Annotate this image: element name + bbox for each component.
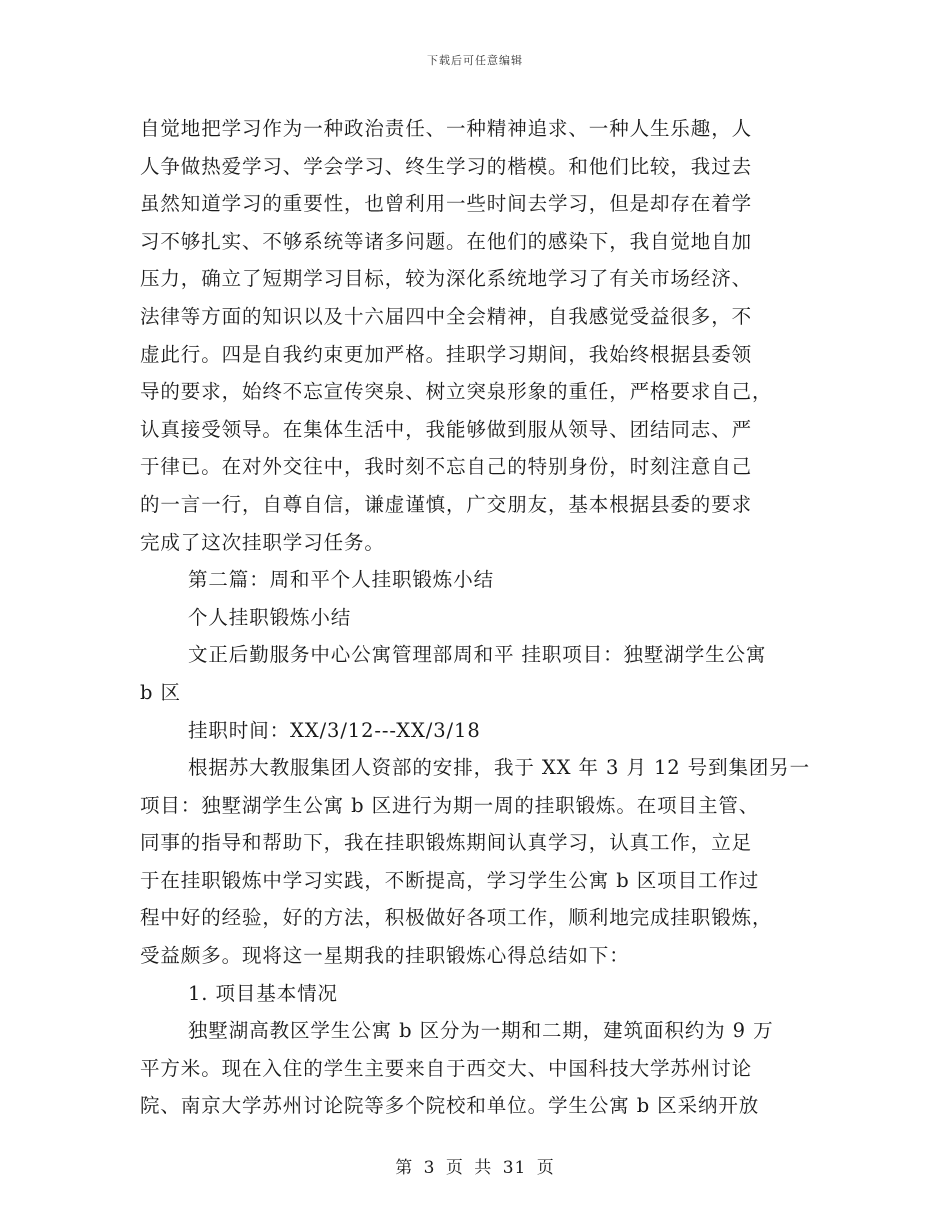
text-line: 完成了这次挂职学习任务。: [140, 530, 385, 554]
text-line: 于律已。在对外交往中，我时刻不忘自己的特别身份，时刻注意自己: [140, 455, 753, 479]
text-line: 程中好的经验，好的方法，积极做好各项工作，顺利地完成挂职锻炼，: [140, 906, 773, 930]
text-line: 独墅湖高教区学生公寓 b 区分为一期和二期，建筑面积约为 9 万: [188, 1019, 774, 1043]
text-line: 受益颇多。现将这一星期我的挂职锻炼心得总结如下：: [140, 944, 630, 968]
page-header: 下载后可任意编辑: [427, 54, 523, 67]
text-line: 根据苏大教服集团人资部的安排，我于 XX 年 3 月 12 号到集团另一: [188, 756, 811, 780]
list-heading: 1. 项目基本情况: [188, 981, 338, 1005]
text-line: 院、南京大学苏州讨论院等多个院校和单位。学生公寓 b 区采纳开放: [140, 1094, 760, 1118]
text-line: 平方米。现在入住的学生主要来自于西交大、中国科技大学苏州讨论: [140, 1056, 753, 1080]
text-line: 导的要求，始终不忘宣传突泉、树立突泉形象的重任，严格要求自己，: [140, 380, 773, 404]
text-line: 同事的指导和帮助下，我在挂职锻炼期间认真学习，认真工作，立足: [140, 831, 753, 855]
subheading: 个人挂职锻炼小结: [188, 605, 352, 629]
text-line: 的一言一行，自尊自信，谦虚谨慎，广交朋友，基本根据县委的要求: [140, 492, 753, 516]
page-number: 第 3 页 共 31 页: [395, 1158, 555, 1178]
text-line: 压力，确立了短期学习目标，较为深化系统地学习了有关市场经济、: [140, 267, 753, 291]
text-line: 习不够扎实、不够系统等诸多问题。在他们的感染下，我自觉地自加: [140, 229, 753, 253]
text-line: 人争做热爱学习、学会学习、终生学习的楷模。和他们比较，我过去: [140, 154, 753, 178]
text-line: 虽然知道学习的重要性，也曾利用一些时间去学习，但是却存在着学: [140, 192, 753, 216]
text-line: 挂职时间：XX/3/12---XX/3/18: [188, 718, 481, 742]
document-body: [140, 110, 820, 1125]
text-line: 项目：独墅湖学生公寓 b 区进行为期一周的挂职锻炼。在项目主管、: [140, 793, 760, 817]
text-line: 虚此行。四是自我约束更加严格。挂职学习期间，我始终根据县委领: [140, 342, 753, 366]
section-heading: 第二篇：周和平个人挂职锻炼小结: [188, 568, 495, 592]
text-line: 法律等方面的知识以及十六届四中全会精神，自我感觉受益很多，不: [140, 304, 753, 328]
text-line: 认真接受领导。在集体生活中，我能够做到服从领导、团结同志、严: [140, 417, 753, 441]
text-line: 于在挂职锻炼中学习实践，不断提高，学习学生公寓 b 区项目工作过: [140, 868, 760, 892]
text-line: 自觉地把学习作为一种政治责任、一种精神追求、一种人生乐趣，人: [140, 117, 753, 140]
text-line: 文正后勤服务中心公寓管理部周和平 挂职项目：独墅湖学生公寓: [188, 643, 767, 667]
text-line: b 区: [140, 680, 181, 704]
